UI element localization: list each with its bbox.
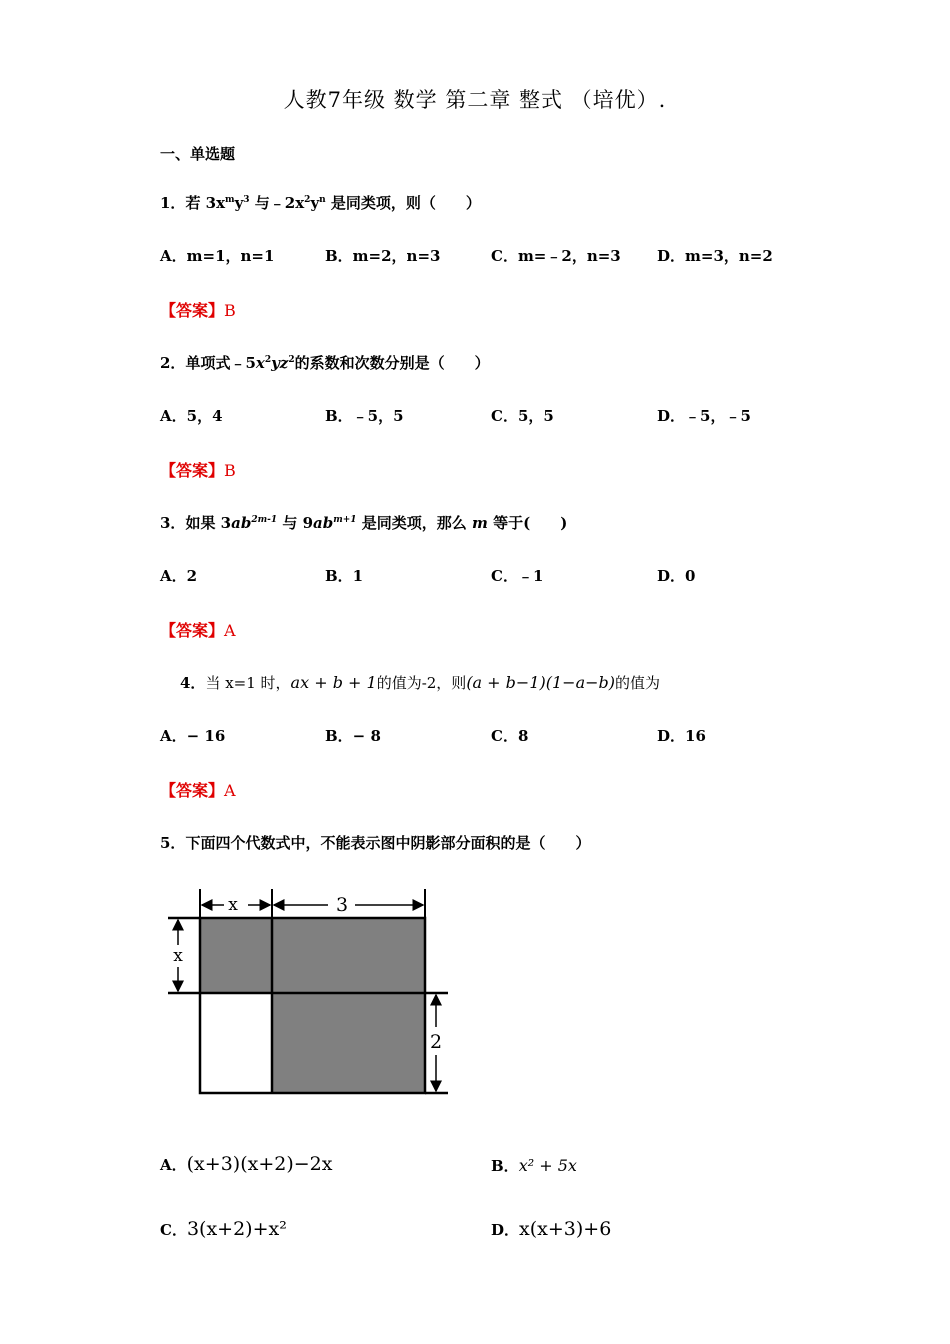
option-d[interactable]: D．16 (657, 727, 706, 745)
option-a[interactable]: A．− 16 (160, 727, 226, 745)
section-heading: 一、单选题 (160, 145, 236, 163)
question-2: 2．单项式$﹣5x^2yz^2$的系数和次数分别是（ ） (160, 354, 490, 372)
option-d[interactable]: D．x(x+3)+6 (491, 1218, 612, 1240)
label-right-2: 2 (429, 1031, 443, 1053)
answer-3: 【答案】A (160, 621, 236, 640)
question-number: 4． (180, 674, 206, 692)
label-top-3: 3 (335, 894, 349, 916)
option-a[interactable]: A．2 (160, 567, 198, 585)
label-left-x: x (173, 946, 183, 966)
question-4: 4．当 x=1 时，ax + b + 1的值为-2，则(a + b−1)(1−a−b)的值为 (180, 673, 661, 692)
question-1: 1．若 $3x^my^3$ 与$﹣2x^2y^n$ 是同类项，则（ ） (160, 194, 481, 212)
label-top-x: x (228, 895, 238, 915)
answer-2: 【答案】B (160, 461, 236, 480)
shaded-region-bottom (272, 993, 425, 1093)
option-c[interactable]: C．5，5 (491, 407, 554, 425)
option-c[interactable]: C．﹣1 (491, 567, 544, 585)
option-c[interactable]: C．3(x+2)+x² (160, 1218, 287, 1240)
option-c[interactable]: C．8 (491, 727, 529, 745)
option-d[interactable]: D．﹣5，﹣5 (657, 407, 751, 425)
question-3: 3．如果 $3ab^{2m-1}$ 与 $9ab^{m+1}$ 是同类项，那么 m 等于( ) (160, 514, 568, 532)
option-a[interactable]: A．5，4 (160, 407, 223, 425)
option-b[interactable]: B．− 8 (325, 727, 381, 745)
area-figure (160, 885, 460, 1110)
option-c[interactable]: C．m=﹣2，n=3 (491, 247, 621, 265)
option-b[interactable]: B．1 (325, 567, 364, 585)
question-number: 5． (160, 834, 186, 852)
question-5: 5．下面四个代数式中，不能表示图中阴影部分面积的是（ ） (160, 834, 591, 852)
shaded-region-top (200, 918, 425, 993)
option-b[interactable]: B．m=2，n=3 (325, 247, 441, 265)
question-number: 3． (160, 514, 186, 532)
option-d[interactable]: D．0 (657, 567, 696, 585)
option-b[interactable]: B．﹣5，5 (325, 407, 404, 425)
option-a[interactable]: A．m=1，n=1 (160, 247, 275, 265)
answer-1: 【答案】B (160, 301, 236, 320)
question-number: 2． (160, 354, 186, 372)
option-a[interactable]: A．(x+3)(x+2)−2x (160, 1153, 333, 1175)
question-number: 1． (160, 194, 186, 212)
option-b[interactable]: B．x² + 5x (491, 1156, 577, 1175)
answer-4: 【答案】A (160, 781, 236, 800)
option-d[interactable]: D．m=3，n=2 (657, 247, 773, 265)
page-title: 人教7年级 数学 第二章 整式 （培优）. (283, 88, 667, 112)
